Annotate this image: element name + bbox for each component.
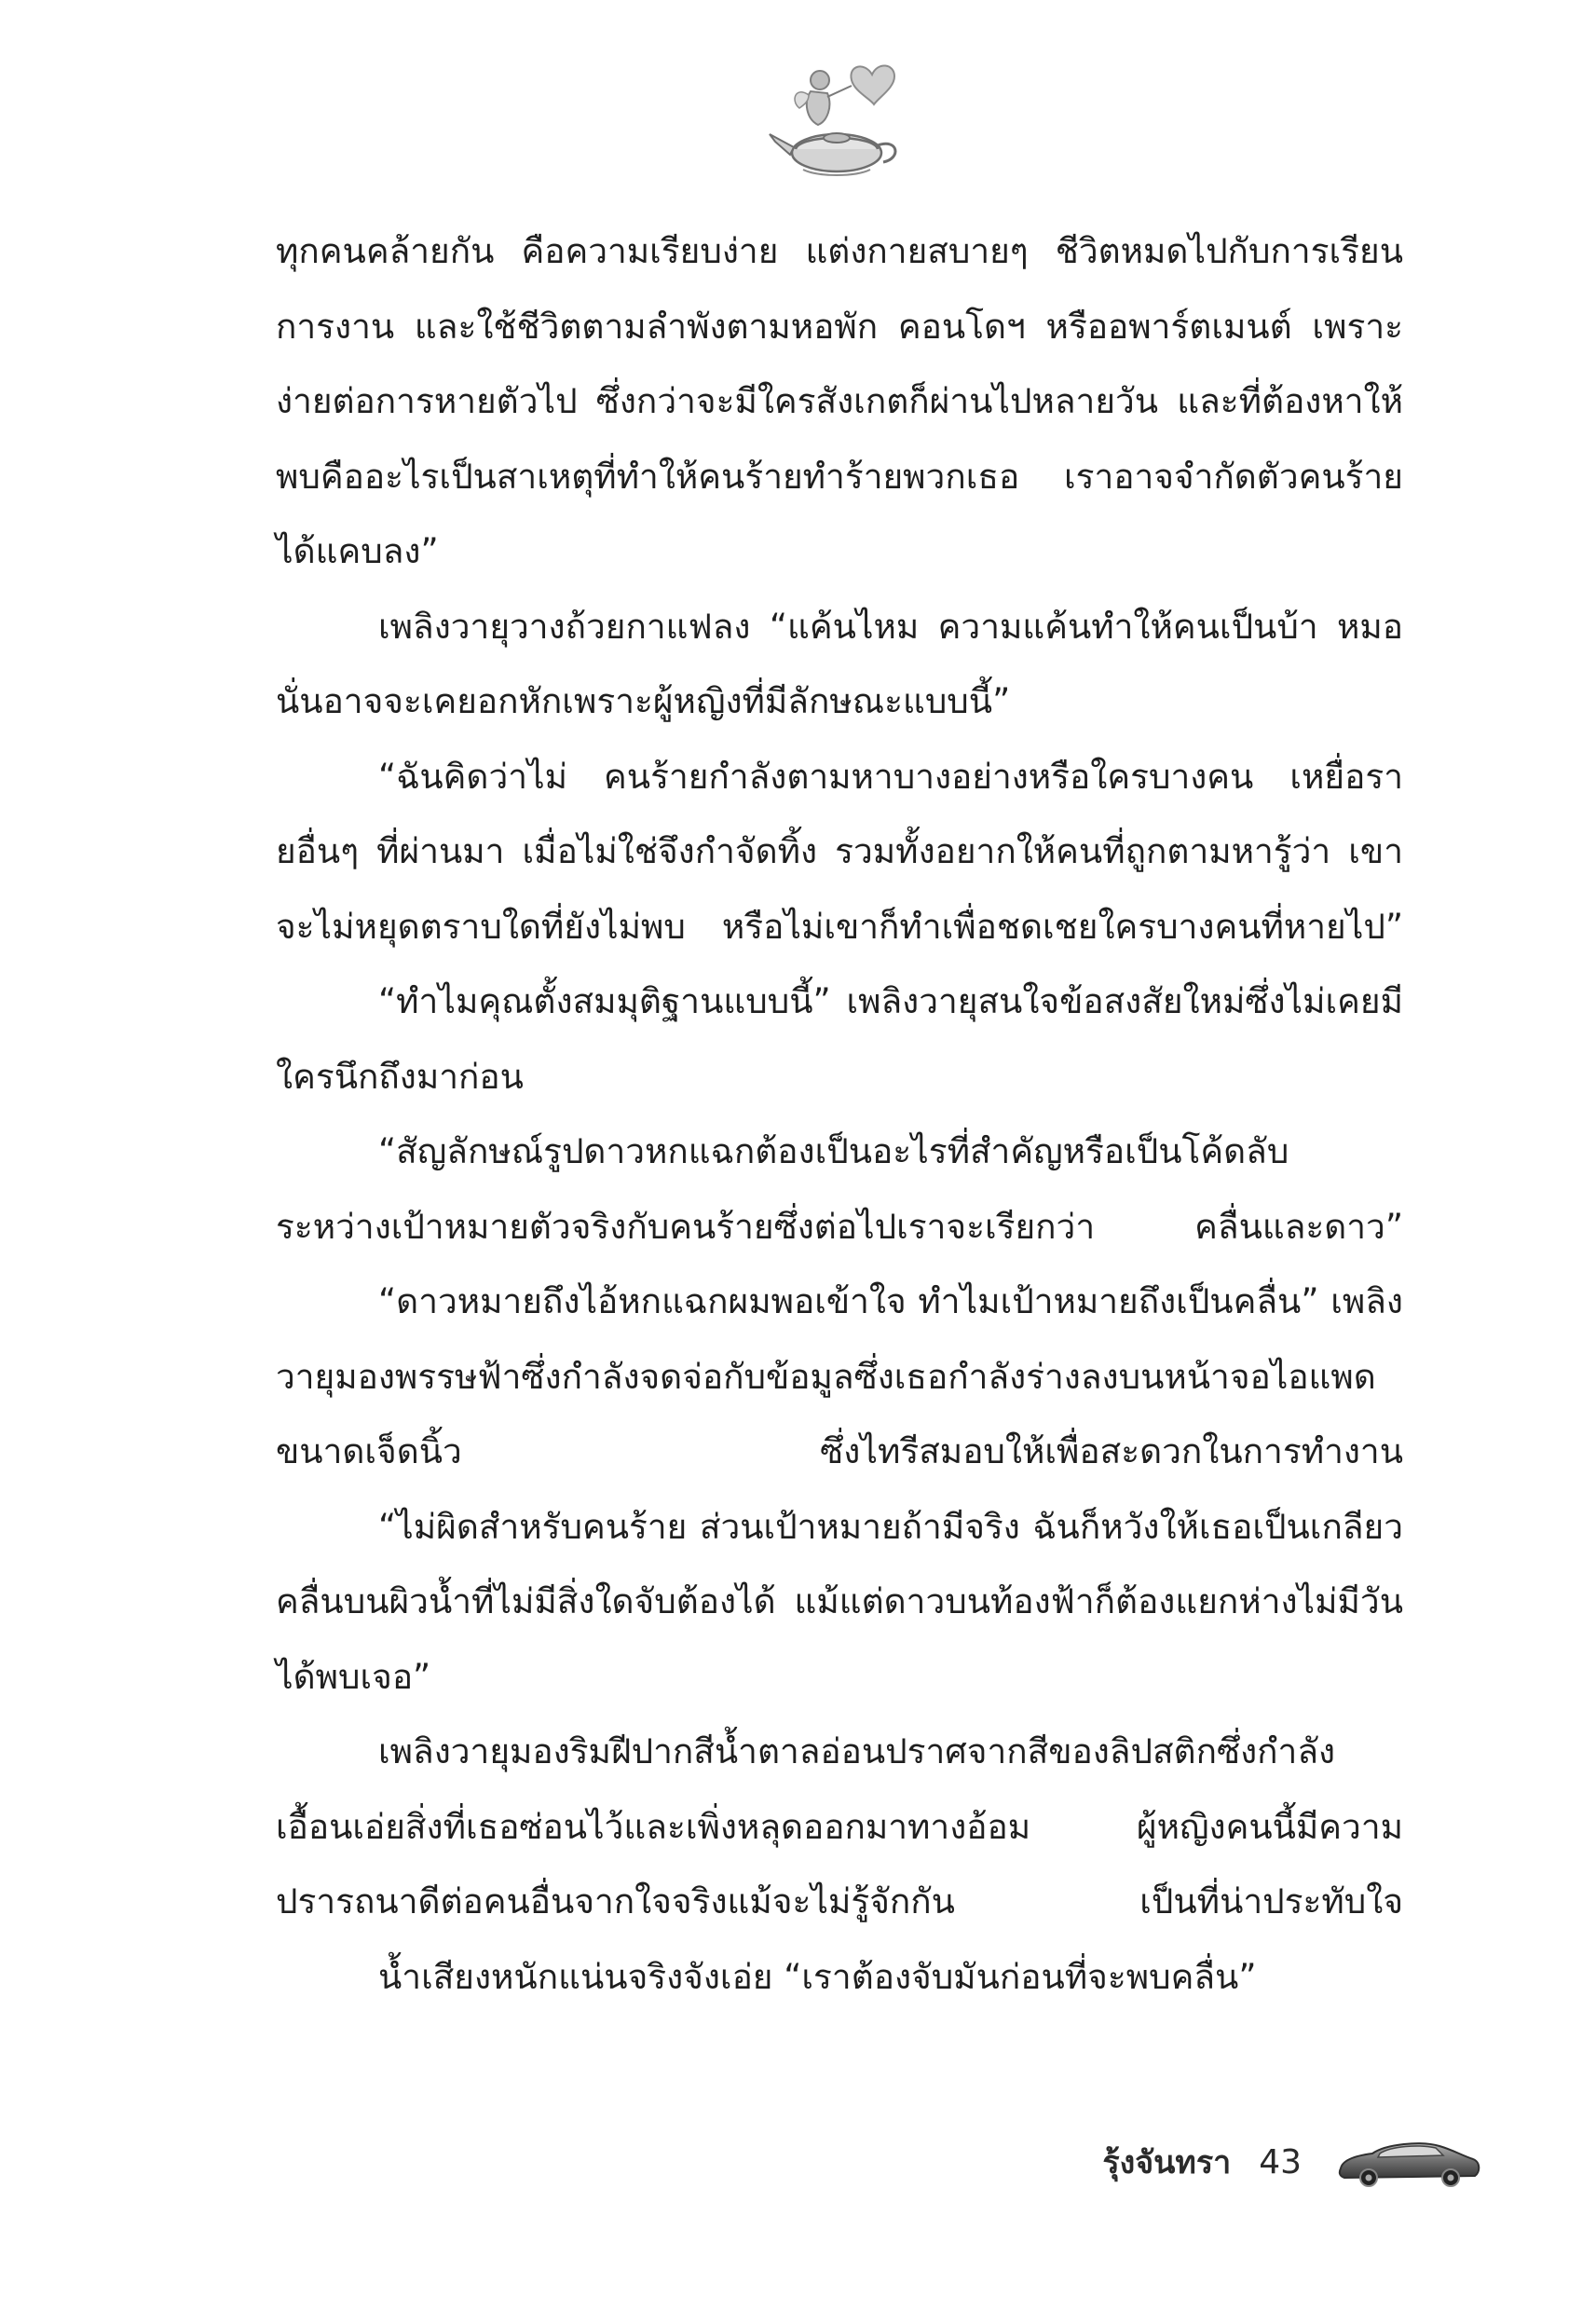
paragraph-9: น้ำเสียงหนักแน่นจริงจังเอ่ย “เราต้องจับมันก่อนที่จะพบคลื่น” bbox=[378, 1956, 1257, 1997]
paragraph-5: “สัญลักษณ์รูปดาวหกแฉกต้องเป็นอะไรที่สำคัญหรือเป็นโค้ดลับระหว่างเป้าหมายตัวจริงกับคนร้ายซึ่งต่อไปเราจะเรียกว่า คลื่นและดาว” bbox=[276, 1131, 1403, 1247]
paragraph-1: ทุกคนคล้ายกัน คือความเรียบง่าย แต่งกายสบายๆ ชีวิตหมดไปกับการเรียนการงาน และใช้ชีวิตตามลำพังตามหอพัก คอนโดฯ หรืออพาร์ตเมนต์ เพราะง่ายต่อการหายตัวไป ซึ่งกว่าจะมีใครสังเกตก็ผ่านไปหลายวัน และที่ต้องหาให้พบคืออะไรเป็นสาเหตุที่ทำให้คนร้ายทำร้ายพวกเธอ เราอาจจำกัดตัวคนร้ายได้แคบลง” bbox=[276, 231, 1403, 571]
car-icon bbox=[1335, 2135, 1484, 2189]
paragraph-3: “ฉันคิดว่าไม่ คนร้ายกำลังตามหาบางอย่างหรือใครบางคน เหยื่อรายอื่นๆ ที่ผ่านมา เมื่อไม่ใช่จึงกำจัดทิ้ง รวมทั้งอยากให้คนที่ถูกตามหารู้ว่า เขาจะไม่หยุดตราบใดที่ยังไม่พบ หรือไม่เขาก็ทำเพื่อชดเชยใครบางคนที่หายไป” bbox=[276, 756, 1403, 947]
cupid-teapot-ornament-icon bbox=[762, 48, 911, 188]
running-head: รุ้งจันทรา bbox=[1102, 2144, 1232, 2181]
paragraph-4: “ทำไมคุณตั้งสมมุติฐานแบบนี้” เพลิงวายุสนใจข้อสงสัยใหม่ซึ่งไม่เคยมีใครนึกถึงมาก่อน bbox=[276, 981, 1403, 1097]
paragraph-7: “ไม่ผิดสำหรับคนร้าย ส่วนเป้าหมายถ้ามีจริง ฉันก็หวังให้เธอเป็นเกลียวคลื่นบนผิวน้ำที่ไม่มีสิ่งใดจับต้องได้ แม้แต่ดาวบนท้องฟ้าก็ต้องแยกห่างไม่มีวันได้พบเจอ” bbox=[276, 1506, 1403, 1697]
paragraph-6: “ดาวหมายถึงไอ้หกแฉกผมพอเข้าใจ ทำไมเป้าหมายถึงเป็นคลื่น” เพลิงวายุมองพรรษฟ้าซึ่งกำลังจดจ่อกับข้อมูลซึ่งเธอกำลังร่างลงบนหน้าจอไอแพดขนาดเจ็ดนิ้ว ซึ่งไทรีสมอบให้เพื่อสะดวกในการทำงาน bbox=[276, 1281, 1403, 1471]
page-number: 43 bbox=[1259, 2142, 1302, 2181]
page-footer bbox=[1102, 2134, 1484, 2190]
paragraph-2: เพลิงวายุวางถ้วยกาแฟลง “แค้นไหม ความแค้นทำให้คนเป็นบ้า หมอนั่นอาจจะเคยอกหักเพราะผู้หญิงที่มีลักษณะแบบนี้” bbox=[276, 606, 1403, 721]
paragraph-8: เพลิงวายุมองริมฝีปากสีน้ำตาลอ่อนปราศจากสีของลิปสติกซึ่งกำลังเอื้อนเอ่ยสิ่งที่เธอซ่อนไว้และเพิ่งหลุดออกมาทางอ้อม ผู้หญิงคนนี้มีความปรารถนาดีต่อคนอื่นจากใจจริงแม้จะไม่รู้จักกัน เป็นที่น่าประทับใจ bbox=[276, 1731, 1403, 1921]
body-text bbox=[276, 214, 1403, 2015]
